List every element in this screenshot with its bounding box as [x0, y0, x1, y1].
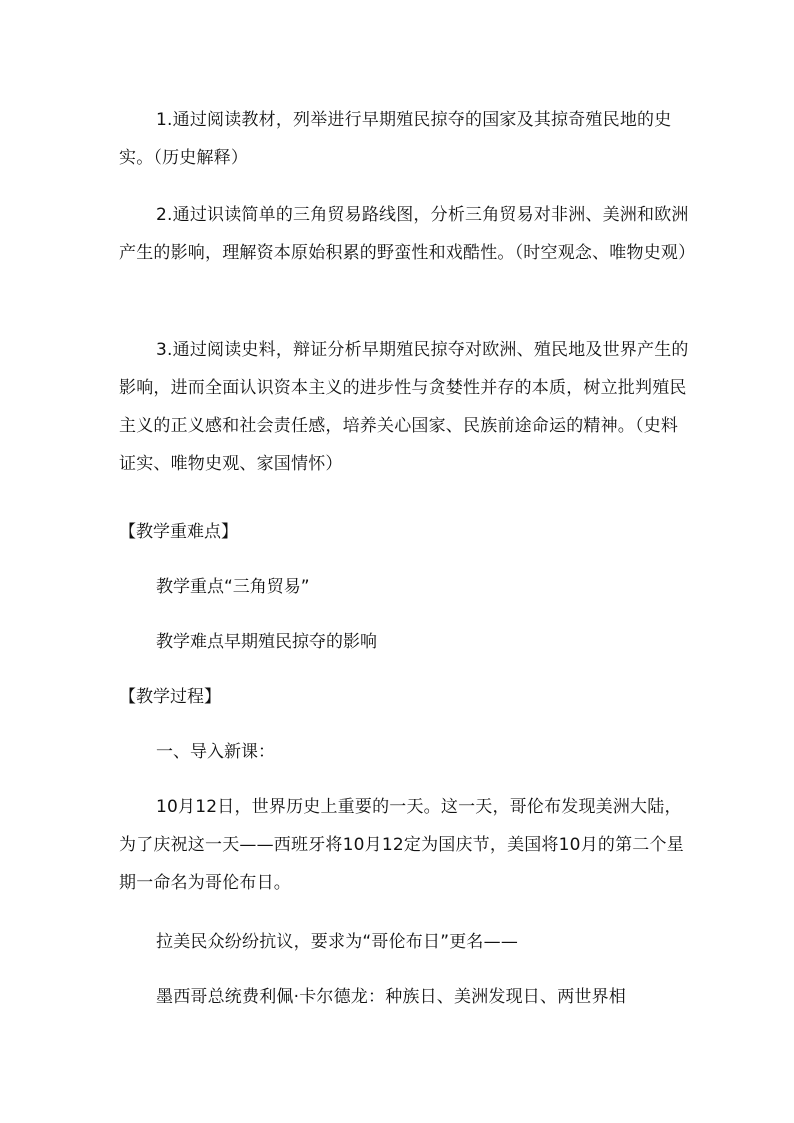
teaching-focus: 教学重点“三角贸易”: [156, 577, 310, 597]
objective-2: 2.通过识读简单的三角贸易路线图，分析三角贸易对非洲、美洲和欧洲产生的影响，理解资本原始积累的野蛮性和戏酷性。（时空观念、唯物史观）: [119, 205, 696, 263]
objective-1: 1.通过阅读教材，列举进行早期殖民掠夺的国家及其掠奇殖民地的史实。（历史解释）: [119, 110, 672, 168]
process-heading: 【教学过程】: [119, 687, 221, 707]
intro-paragraph: 10月12日，世界历史上重要的一天。这一天，哥伦布发现美洲大陆，为了庆祝这一天——西班牙将10月12定为国庆节，美国将10月的第二个星期一命名为哥伦布日。: [119, 797, 684, 893]
step-introduction: 一、导入新课：: [156, 742, 275, 762]
key-points-heading: 【教学重难点】: [119, 522, 238, 542]
objective-3: 3.通过阅读史料，辩证分析早期殖民掠夺对欧洲、殖民地及世界产生的影响，进而全面认识资本主义的进步性与贪婪性并存的本质，树立批判殖民主义的正义感和社会责任感，培养关心国家、民族前途命运的精神。（史料证实、唯物史观、家国情怀）: [119, 340, 689, 474]
teaching-difficulty: 教学难点早期殖民掠夺的影响: [156, 632, 377, 652]
quote-paragraph: 墨西哥总统费利佩·卡尔德龙：种族日、美洲发现日、两世界相: [156, 987, 627, 1007]
protest-paragraph: 拉美民众纷纷抗议，要求为“哥伦布日”更名——: [156, 932, 519, 952]
